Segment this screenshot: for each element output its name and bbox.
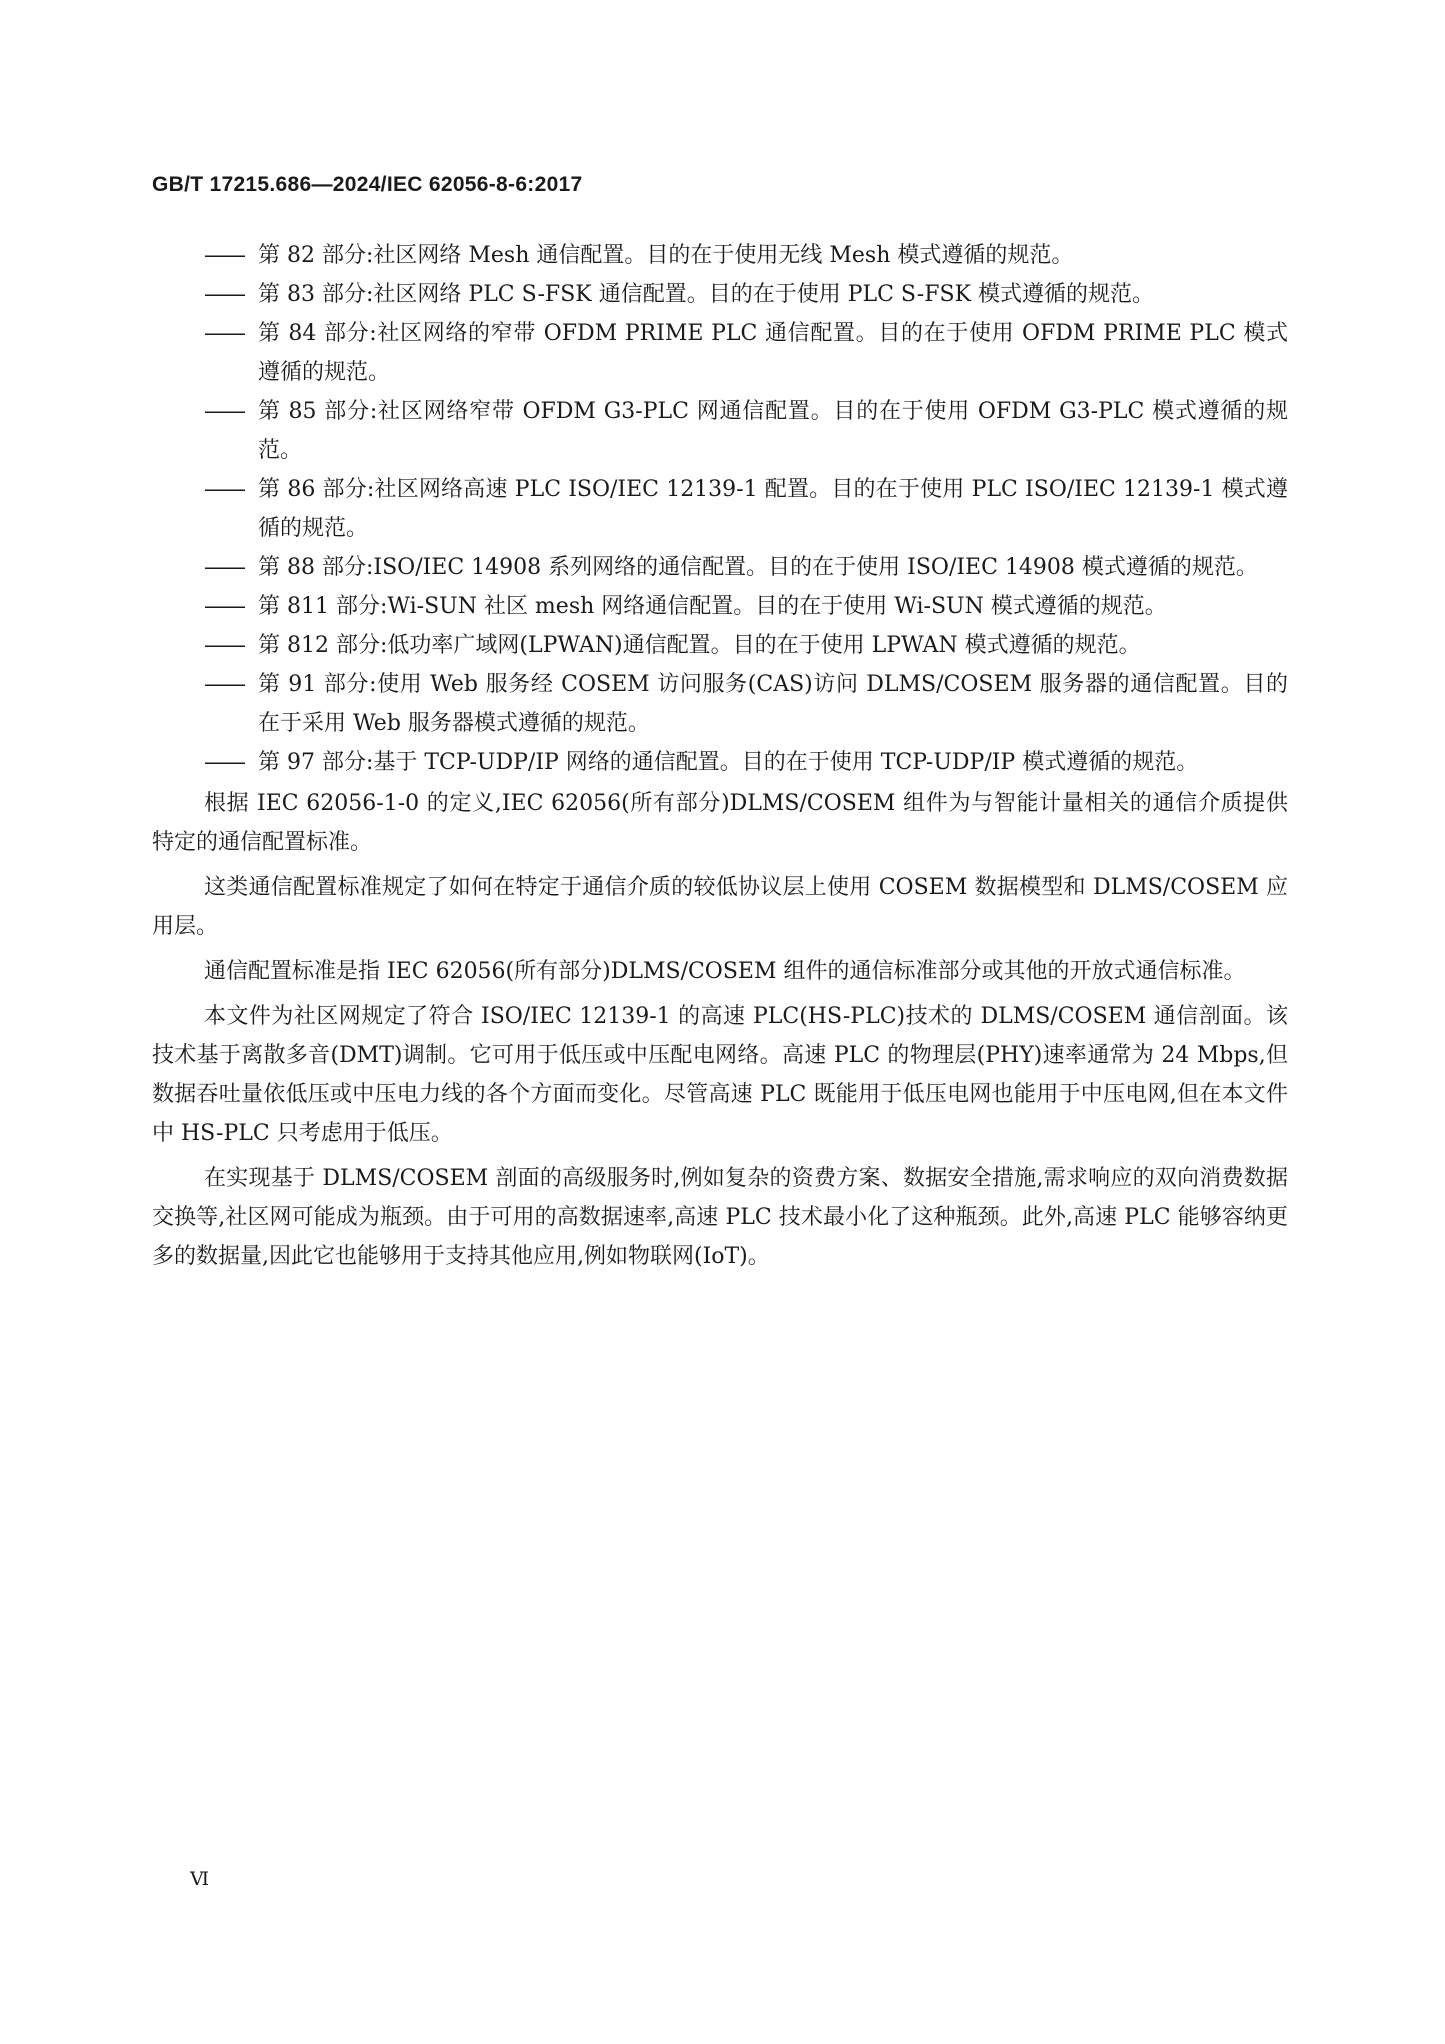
list-dash: —— — [204, 594, 244, 619]
paragraph: 根据 IEC 62056-1-0 的定义,IEC 62056(所有部分)DLMS/COSEM 组件为与智能计量相关的通信介质提供特定的通信配置标准。 — [152, 791, 1288, 855]
list-item-text: 第 84 部分:社区网络的窄带 OFDM PRIME PLC 通信配置。目的在于使用 OFDM PRIME PLC 模式遵循的规范。 — [258, 321, 1288, 385]
list-item — [152, 314, 1288, 392]
paragraph: 在实现基于 DLMS/COSEM 剖面的高级服务时,例如复杂的资费方案、数据安全措施,需求响应的双向消费数据交换等,社区网可能成为瓶颈。由于可用的高数据速率,高速 PLC 技术最小化了这种瓶颈。此外,高速 PLC 能够容纳更多的数据量,因此它也能够用于支持其他应用,例如物联网(IoT)。 — [152, 1166, 1288, 1269]
list-item — [152, 236, 1288, 275]
list-item-text: 第 97 部分:基于 TCP-UDP/IP 网络的通信配置。目的在于使用 TCP-UDP/IP 模式遵循的规范。 — [258, 750, 1199, 775]
page-number: Ⅵ — [190, 1868, 210, 1890]
list-dash: —— — [204, 672, 244, 697]
list-item — [152, 743, 1288, 782]
list-item-text: 第 91 部分:使用 Web 服务经 COSEM 访问服务(CAS)访问 DLMS/COSEM 服务器的通信配置。目的在于采用 Web 服务器模式遵循的规范。 — [258, 672, 1288, 736]
list-item — [152, 275, 1288, 314]
paragraph: 这类通信配置标准规定了如何在特定于通信介质的较低协议层上使用 COSEM 数据模型和 DLMS/COSEM 应用层。 — [152, 875, 1288, 939]
list-item-text: 第 811 部分:Wi-SUN 社区 mesh 网络通信配置。目的在于使用 Wi-SUN 模式遵循的规范。 — [258, 594, 1167, 619]
list-dash: —— — [204, 282, 244, 307]
list-item — [152, 548, 1288, 587]
list-dash: —— — [204, 243, 244, 268]
standard-header: GB/T 17215.686—2024/IEC 62056-8-6:2017 — [152, 173, 583, 196]
list-item — [152, 626, 1288, 665]
list-dash: —— — [204, 633, 244, 658]
list-dash: —— — [204, 321, 244, 346]
list-dash: —— — [204, 399, 244, 424]
list-item — [152, 665, 1288, 743]
list-dash: —— — [204, 750, 244, 775]
list-item — [152, 470, 1288, 548]
list-dash: —— — [204, 555, 244, 580]
paragraph: 通信配置标准是指 IEC 62056(所有部分)DLMS/COSEM 组件的通信标准部分或其他的开放式通信标准。 — [204, 959, 1246, 984]
list-item-text: 第 82 部分:社区网络 Mesh 通信配置。目的在于使用无线 Mesh 模式遵循的规范。 — [258, 243, 1074, 268]
list-item-text: 第 812 部分:低功率广域网(LPWAN)通信配置。目的在于使用 LPWAN 模式遵循的规范。 — [258, 633, 1141, 658]
list-dash: —— — [204, 477, 244, 502]
list-item-text: 第 83 部分:社区网络 PLC S-FSK 通信配置。目的在于使用 PLC S-FSK 模式遵循的规范。 — [258, 282, 1155, 307]
list-item-text: 第 86 部分:社区网络高速 PLC ISO/IEC 12139-1 配置。目的在于使用 PLC ISO/IEC 12139-1 模式遵循的规范。 — [258, 477, 1288, 541]
paragraph: 本文件为社区网规定了符合 ISO/IEC 12139-1 的高速 PLC(HS-PLC)技术的 DLMS/COSEM 通信剖面。该技术基于离散多音(DMT)调制。它可用于低压或中压配电网络。高速 PLC 的物理层(PHY)速率通常为 24 Mbps,但数据吞吐量依低压或中压电力线的各个方面而变化。尽管高速 PLC 既能用于低压电网也能用于中压电网,但在本文件中 HS-PLC 只考虑用于低压。 — [152, 1004, 1288, 1146]
list-item-text: 第 85 部分:社区网络窄带 OFDM G3-PLC 网通信配置。目的在于使用 OFDM G3-PLC 模式遵循的规范。 — [258, 399, 1288, 463]
list-item — [152, 392, 1288, 470]
document-body — [152, 236, 1288, 1276]
list-item — [152, 587, 1288, 626]
list-item-text: 第 88 部分:ISO/IEC 14908 系列网络的通信配置。目的在于使用 ISO/IEC 14908 模式遵循的规范。 — [258, 555, 1258, 580]
